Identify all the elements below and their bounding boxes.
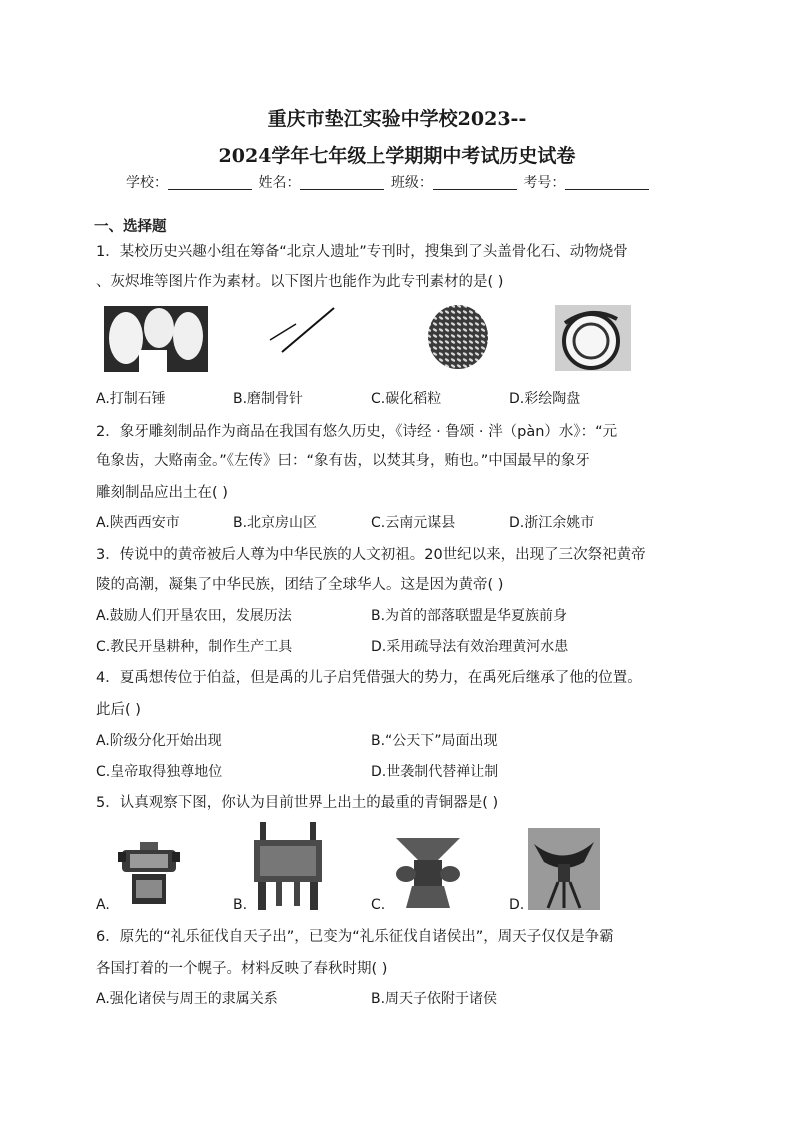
- q2-option-a[interactable]: A.陕西西安市: [96, 515, 180, 531]
- bone-needle-image: [266, 306, 336, 354]
- q3-option-a[interactable]: A.鼓励人们开垦农田，发展历法: [96, 608, 292, 624]
- painted-pottery-plate-image: [555, 305, 631, 371]
- q2-line-1: 2．象牙雕刻制品作为商品在我国有悠久历史，《诗经 · 鲁颂 · 泮（pàn）水》：“元: [96, 424, 618, 440]
- q4-option-c[interactable]: C.皇帝取得独尊地位: [96, 764, 223, 780]
- q2-line-3: 雕刻制品应出土在( ): [96, 485, 228, 501]
- q3-line-2: 陵的高潮，凝集了中华民族，团结了全球华人。这是因为黄帝( ): [96, 577, 504, 593]
- q5-line-1: 5．认真观察下图，你认为目前世界上出土的最重的青铜器是( ): [96, 795, 499, 811]
- q1-line-2: 、灰烬堆等图片作为素材。以下图片也能作为此专刊素材的是( ): [96, 274, 504, 290]
- q2-option-d[interactable]: D.浙江余姚市: [509, 515, 595, 531]
- q5-option-d[interactable]: D.: [509, 897, 525, 913]
- section-heading: 一、选择题: [94, 219, 167, 235]
- school-field[interactable]: [168, 175, 252, 190]
- q2-line-2: 龟象齿，大赂南金。”《左传》曰：“象有齿，以焚其身，贿也。”中国最早的象牙: [96, 453, 590, 469]
- q4-option-a[interactable]: A.阶级分化开始出现: [96, 733, 222, 749]
- q2-option-b[interactable]: B.北京房山区: [233, 515, 318, 531]
- q6-line-2: 各国打着的一个幌子。材料反映了春秋时期( ): [96, 961, 388, 977]
- q3-option-c[interactable]: C.教民开垦耕种，制作生产工具: [96, 639, 293, 655]
- q6-option-b[interactable]: B.周天子依附于诸侯: [371, 991, 498, 1007]
- bronze-vessel-a-image: [118, 840, 180, 908]
- q5-option-c[interactable]: C.: [371, 897, 386, 913]
- q1-option-c[interactable]: C.碳化稻粒: [371, 391, 442, 407]
- name-field[interactable]: [300, 175, 384, 190]
- q6-line-1: 6．原先的“礼乐征伐自天子出”，已变为“礼乐征伐自诸侯出”，周天子仅仅是争霸: [96, 929, 614, 945]
- q4-option-d[interactable]: D.世袭制代替禅让制: [371, 764, 499, 780]
- exam-number-label: 考号：: [523, 175, 566, 191]
- zun-vessel-image: [392, 834, 464, 910]
- class-field[interactable]: [433, 175, 517, 190]
- q3-line-1: 3．传说中的黄帝被后人尊为中华民族的人文初祖。20世纪以来，出现了三次祭祀黄帝: [96, 547, 646, 563]
- q5-option-b[interactable]: B.: [233, 897, 248, 913]
- q5-option-a[interactable]: A.: [96, 897, 110, 913]
- q6-option-a[interactable]: A.强化诸侯与周王的隶属关系: [96, 991, 278, 1007]
- jue-vessel-image: [528, 828, 600, 910]
- school-label: 学校：: [126, 175, 168, 191]
- q3-option-b[interactable]: B.为首的部落联盟是华夏族前身: [371, 608, 568, 624]
- class-label: 班级：: [390, 175, 433, 191]
- q4-option-b[interactable]: B.“公天下”局面出现: [371, 733, 498, 749]
- q1-option-b[interactable]: B.磨制骨针: [233, 391, 304, 407]
- q4-line-1: 4．夏禹想传位于伯益，但是禹的儿子启凭借强大的势力，在禹死后继承了他的位置。: [96, 670, 642, 686]
- q3-option-d[interactable]: D.采用疏导法有效治理黄河水患: [371, 639, 569, 655]
- exam-title-line-1: 重庆市垫江实验中学校2023--: [267, 108, 527, 130]
- q4-line-2: 此后( ): [96, 702, 141, 718]
- exam-number-field[interactable]: [565, 175, 649, 190]
- simuwu-ding-image: [250, 820, 326, 912]
- q1-option-d[interactable]: D.彩绘陶盘: [509, 391, 581, 407]
- q1-option-a[interactable]: A.打制石锤: [96, 391, 166, 407]
- stone-hammer-image: [104, 306, 208, 372]
- exam-title-line-2: 2024学年七年级上学期期中考试历史试卷: [218, 145, 576, 167]
- carbonized-rice-image: [426, 303, 490, 371]
- name-label: 姓名：: [258, 175, 301, 191]
- q1-line-1: 1．某校历史兴趣小组在筹备“北京人遗址”专刊时，搜集到了头盖骨化石、动物烧骨: [96, 244, 628, 260]
- student-info-row: [126, 172, 651, 192]
- q2-option-c[interactable]: C.云南元谋县: [371, 515, 456, 531]
